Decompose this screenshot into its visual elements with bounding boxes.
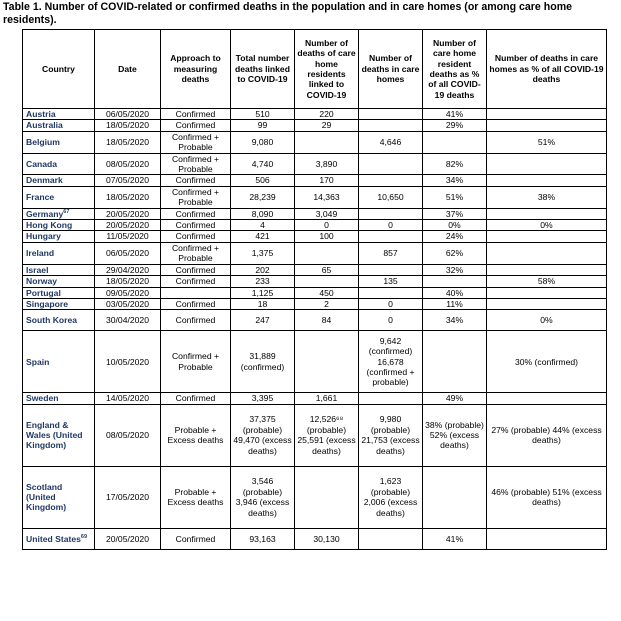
care-home-resident-deaths-cell: [295, 242, 359, 264]
total-deaths-cell: 506: [231, 175, 295, 186]
deaths-in-care-homes-cell: [359, 120, 423, 131]
care-home-deaths-percent-cell: [487, 298, 607, 309]
date-cell: 18/05/2020: [95, 120, 161, 131]
care-home-deaths-percent-cell: 51%: [487, 131, 607, 153]
deaths-in-care-homes-cell: [359, 109, 423, 120]
approach-cell: Confirmed: [161, 231, 231, 242]
header-deaths-in-care-homes: Number of deaths in care homes: [359, 30, 423, 109]
table-caption: Table 1. Number of COVID-related or confirmed deaths in the population and in care homes (or among care home residents).: [3, 1, 573, 26]
table-row: [23, 131, 607, 153]
care-home-deaths-percent-cell: 0%: [487, 220, 607, 231]
care-home-deaths-percent-cell: 58%: [487, 276, 607, 287]
date-cell: 06/05/2020: [95, 109, 161, 120]
care-home-deaths-percent-cell: 30% (confirmed): [487, 331, 607, 393]
care-home-deaths-percent-cell: 46% (probable) 51% (excess deaths): [487, 466, 607, 528]
total-deaths-cell: 31,889 (confirmed): [231, 331, 295, 393]
care-home-deaths-percent-cell: [487, 231, 607, 242]
deaths-in-care-homes-cell: 135: [359, 276, 423, 287]
total-deaths-cell: 202: [231, 264, 295, 275]
date-cell: 20/05/2020: [95, 208, 161, 219]
deaths-in-care-homes-cell: [359, 287, 423, 298]
country-cell: [23, 220, 95, 231]
care-home-deaths-percent-cell: 38%: [487, 186, 607, 208]
footnote-marker: 69: [80, 533, 88, 540]
table-row: [23, 331, 607, 393]
approach-cell: Confirmed: [161, 393, 231, 404]
care-home-resident-deaths-cell: 3,890: [295, 153, 359, 175]
care-home-resident-deaths-cell: [295, 331, 359, 393]
care-home-deaths-percent-cell: 27% (probable) 44% (excess deaths): [487, 404, 607, 466]
approach-cell: Confirmed: [161, 264, 231, 275]
country-cell: [23, 466, 95, 528]
country-name: Canada: [26, 158, 58, 169]
care-home-resident-deaths-cell: 1,661: [295, 393, 359, 404]
table-row: [23, 393, 607, 404]
country-cell: [23, 131, 95, 153]
approach-cell: Confirmed: [161, 220, 231, 231]
care-home-deaths-percent-cell: [487, 393, 607, 404]
deaths-in-care-homes-cell: [359, 393, 423, 404]
care-home-resident-deaths-cell: 84: [295, 310, 359, 331]
country-cell: [23, 528, 95, 549]
care-home-deaths-percent-cell: [487, 120, 607, 131]
deaths-in-care-homes-cell: 4,646: [359, 131, 423, 153]
deaths-in-care-homes-cell: 9,642 (confirmed) 16,678 (confirmed + probable): [359, 331, 423, 393]
header-country: Country: [23, 30, 95, 109]
country-name: Norway: [26, 276, 58, 287]
deaths-in-care-homes-cell: 10,650: [359, 186, 423, 208]
table-row: [23, 404, 607, 466]
country-cell: [23, 109, 95, 120]
care-home-deaths-percent-cell: [487, 208, 607, 219]
care-home-deaths-percent-cell: [487, 528, 607, 549]
care-home-resident-deaths-cell: 220: [295, 109, 359, 120]
care-home-resident-deaths-cell: 170: [295, 175, 359, 186]
total-deaths-cell: 421: [231, 231, 295, 242]
deaths-in-care-homes-cell: [359, 153, 423, 175]
care-home-resident-deaths-cell: [295, 131, 359, 153]
date-cell: 11/05/2020: [95, 231, 161, 242]
country-name: Spain: [26, 356, 50, 367]
table-row: [23, 231, 607, 242]
resident-deaths-percent-cell: 41%: [423, 109, 487, 120]
resident-deaths-percent-cell: 51%: [423, 186, 487, 208]
table-row: [23, 175, 607, 186]
deaths-in-care-homes-cell: [359, 528, 423, 549]
care-home-resident-deaths-cell: 29: [295, 120, 359, 131]
resident-deaths-percent-cell: 34%: [423, 310, 487, 331]
total-deaths-cell: 3,395: [231, 393, 295, 404]
country-name: France: [26, 192, 55, 203]
care-home-deaths-percent-cell: 0%: [487, 310, 607, 331]
date-cell: 30/04/2020: [95, 310, 161, 331]
country-cell: [23, 242, 95, 264]
country-name: Portugal: [26, 287, 61, 298]
approach-cell: Confirmed: [161, 528, 231, 549]
care-home-resident-deaths-cell: 100: [295, 231, 359, 242]
table-row: [23, 153, 607, 175]
care-home-deaths-percent-cell: [487, 287, 607, 298]
country-name: Hungary: [26, 231, 61, 242]
deaths-in-care-homes-cell: 857: [359, 242, 423, 264]
resident-deaths-percent-cell: 49%: [423, 393, 487, 404]
approach-cell: Confirmed: [161, 175, 231, 186]
approach-cell: Probable + Excess deaths: [161, 466, 231, 528]
country-cell: [23, 153, 95, 175]
table-row: [23, 528, 607, 549]
table-row: [23, 310, 607, 331]
table-row: [23, 208, 607, 219]
approach-cell: Confirmed: [161, 109, 231, 120]
country-cell: [23, 186, 95, 208]
total-deaths-cell: 247: [231, 310, 295, 331]
care-home-resident-deaths-cell: 12,526⁶⁸ (probable) 25,591 (excess deaths): [295, 404, 359, 466]
header-resident-deaths-percent: Number of care home resident deaths as % of all COVID-19 deaths: [423, 30, 487, 109]
country-name: Denmark: [26, 175, 63, 186]
care-home-resident-deaths-cell: [295, 276, 359, 287]
header-care-home-resident-deaths: Number of deaths of care home residents linked to COVID-19: [295, 30, 359, 109]
country-name: Scotland (United Kingdom): [26, 481, 67, 513]
total-deaths-cell: 28,239: [231, 186, 295, 208]
approach-cell: Confirmed + Probable: [161, 186, 231, 208]
resident-deaths-percent-cell: 38% (probable) 52% (excess deaths): [423, 404, 487, 466]
approach-cell: Probable + Excess deaths: [161, 404, 231, 466]
approach-cell: Confirmed: [161, 208, 231, 219]
approach-cell: Confirmed: [161, 310, 231, 331]
care-home-resident-deaths-cell: 3,049: [295, 208, 359, 219]
country-cell: [23, 120, 95, 131]
total-deaths-cell: 233: [231, 276, 295, 287]
table-row: [23, 264, 607, 275]
total-deaths-cell: 3,546 (probable) 3,946 (excess deaths): [231, 466, 295, 528]
resident-deaths-percent-cell: 24%: [423, 231, 487, 242]
care-home-resident-deaths-cell: 14,363: [295, 186, 359, 208]
resident-deaths-percent-cell: 34%: [423, 175, 487, 186]
total-deaths-cell: 8,090: [231, 208, 295, 219]
total-deaths-cell: 18: [231, 298, 295, 309]
header-date: Date: [95, 30, 161, 109]
approach-cell: Confirmed + Probable: [161, 242, 231, 264]
country-name: Germany: [26, 208, 64, 219]
deaths-in-care-homes-cell: 0: [359, 298, 423, 309]
date-cell: 10/05/2020: [95, 331, 161, 393]
deaths-in-care-homes-cell: [359, 175, 423, 186]
country-cell: [23, 208, 95, 219]
country-cell: [23, 393, 95, 404]
country-name: Sweden: [26, 393, 59, 404]
care-home-deaths-percent-cell: [487, 175, 607, 186]
country-cell: [23, 276, 95, 287]
deaths-in-care-homes-cell: 9,980 (probable) 21,753 (excess deaths): [359, 404, 423, 466]
care-home-resident-deaths-cell: [295, 466, 359, 528]
total-deaths-cell: 510: [231, 109, 295, 120]
care-home-resident-deaths-cell: 450: [295, 287, 359, 298]
date-cell: 18/05/2020: [95, 276, 161, 287]
resident-deaths-percent-cell: [423, 466, 487, 528]
approach-cell: Confirmed + Probable: [161, 153, 231, 175]
country-name: Ireland: [26, 248, 55, 259]
table-row: [23, 242, 607, 264]
country-cell: [23, 404, 95, 466]
resident-deaths-percent-cell: [423, 331, 487, 393]
table-row: [23, 109, 607, 120]
country-name: United States: [26, 533, 81, 544]
date-cell: 09/05/2020: [95, 287, 161, 298]
footnote-marker: 67: [63, 208, 70, 215]
deaths-in-care-homes-cell: [359, 208, 423, 219]
date-cell: 06/05/2020: [95, 242, 161, 264]
country-name: England & Wales (United Kingdom): [26, 419, 83, 451]
table-row: [23, 298, 607, 309]
care-home-resident-deaths-cell: 65: [295, 264, 359, 275]
deaths-in-care-homes-cell: 0: [359, 220, 423, 231]
country-name: Austria: [26, 109, 56, 119]
total-deaths-cell: 1,125: [231, 287, 295, 298]
country-cell: [23, 331, 95, 393]
country-cell: [23, 310, 95, 331]
total-deaths-cell: 4,740: [231, 153, 295, 175]
resident-deaths-percent-cell: 29%: [423, 120, 487, 131]
total-deaths-cell: 37,375 (probable) 49,470 (excess deaths): [231, 404, 295, 466]
deaths-in-care-homes-cell: [359, 231, 423, 242]
country-name: Australia: [26, 120, 63, 131]
date-cell: 03/05/2020: [95, 298, 161, 309]
deaths-table: [22, 29, 607, 550]
country-name: Israel: [26, 264, 49, 275]
deaths-in-care-homes-cell: [359, 264, 423, 275]
approach-cell: Confirmed: [161, 120, 231, 131]
care-home-deaths-percent-cell: [487, 264, 607, 275]
care-home-deaths-percent-cell: [487, 109, 607, 120]
resident-deaths-percent-cell: 62%: [423, 242, 487, 264]
deaths-in-care-homes-cell: 0: [359, 310, 423, 331]
approach-cell: Confirmed: [161, 298, 231, 309]
header-row: [23, 30, 607, 109]
total-deaths-cell: 9,080: [231, 131, 295, 153]
resident-deaths-percent-cell: 11%: [423, 298, 487, 309]
approach-cell: Confirmed + Probable: [161, 131, 231, 153]
resident-deaths-percent-cell: 32%: [423, 264, 487, 275]
resident-deaths-percent-cell: 41%: [423, 528, 487, 549]
resident-deaths-percent-cell: 82%: [423, 153, 487, 175]
approach-cell: Confirmed: [161, 276, 231, 287]
care-home-resident-deaths-cell: 0: [295, 220, 359, 231]
date-cell: 07/05/2020: [95, 175, 161, 186]
date-cell: 18/05/2020: [95, 186, 161, 208]
table-body: [23, 109, 607, 550]
care-home-resident-deaths-cell: 30,130: [295, 528, 359, 549]
date-cell: 08/05/2020: [95, 404, 161, 466]
deaths-in-care-homes-cell: 1,623 (probable) 2,006 (excess deaths): [359, 466, 423, 528]
country-cell: [23, 231, 95, 242]
country-name: Hong Kong: [26, 220, 73, 231]
care-home-resident-deaths-cell: 2: [295, 298, 359, 309]
country-cell: [23, 287, 95, 298]
date-cell: 29/04/2020: [95, 264, 161, 275]
country-name: Singapore: [26, 298, 69, 309]
resident-deaths-percent-cell: 37%: [423, 208, 487, 219]
table-row: [23, 186, 607, 208]
table-row: [23, 287, 607, 298]
resident-deaths-percent-cell: [423, 276, 487, 287]
country-name: Belgium: [26, 137, 60, 148]
care-home-deaths-percent-cell: [487, 153, 607, 175]
header-total-deaths: Total number deaths linked to COVID-19: [231, 30, 295, 109]
approach-cell: Confirmed + Probable: [161, 331, 231, 393]
approach-cell: [161, 287, 231, 298]
country-cell: [23, 298, 95, 309]
total-deaths-cell: 99: [231, 120, 295, 131]
country-cell: [23, 175, 95, 186]
total-deaths-cell: 1,375: [231, 242, 295, 264]
country-name: South Korea: [26, 315, 78, 326]
date-cell: 17/05/2020: [95, 466, 161, 528]
date-cell: 08/05/2020: [95, 153, 161, 175]
date-cell: 14/05/2020: [95, 393, 161, 404]
header-care-home-deaths-percent: Number of deaths in care homes as % of all COVID-19 deaths: [487, 30, 607, 109]
table-row: [23, 276, 607, 287]
table-row: [23, 466, 607, 528]
header-approach: Approach to measuring deaths: [161, 30, 231, 109]
date-cell: 18/05/2020: [95, 131, 161, 153]
resident-deaths-percent-cell: 40%: [423, 287, 487, 298]
care-home-deaths-percent-cell: [487, 242, 607, 264]
table-row: [23, 220, 607, 231]
table-row: [23, 120, 607, 131]
date-cell: 20/05/2020: [95, 220, 161, 231]
total-deaths-cell: 93,163: [231, 528, 295, 549]
resident-deaths-percent-cell: 0%: [423, 220, 487, 231]
total-deaths-cell: 4: [231, 220, 295, 231]
resident-deaths-percent-cell: [423, 131, 487, 153]
country-cell: [23, 264, 95, 275]
date-cell: 20/05/2020: [95, 528, 161, 549]
